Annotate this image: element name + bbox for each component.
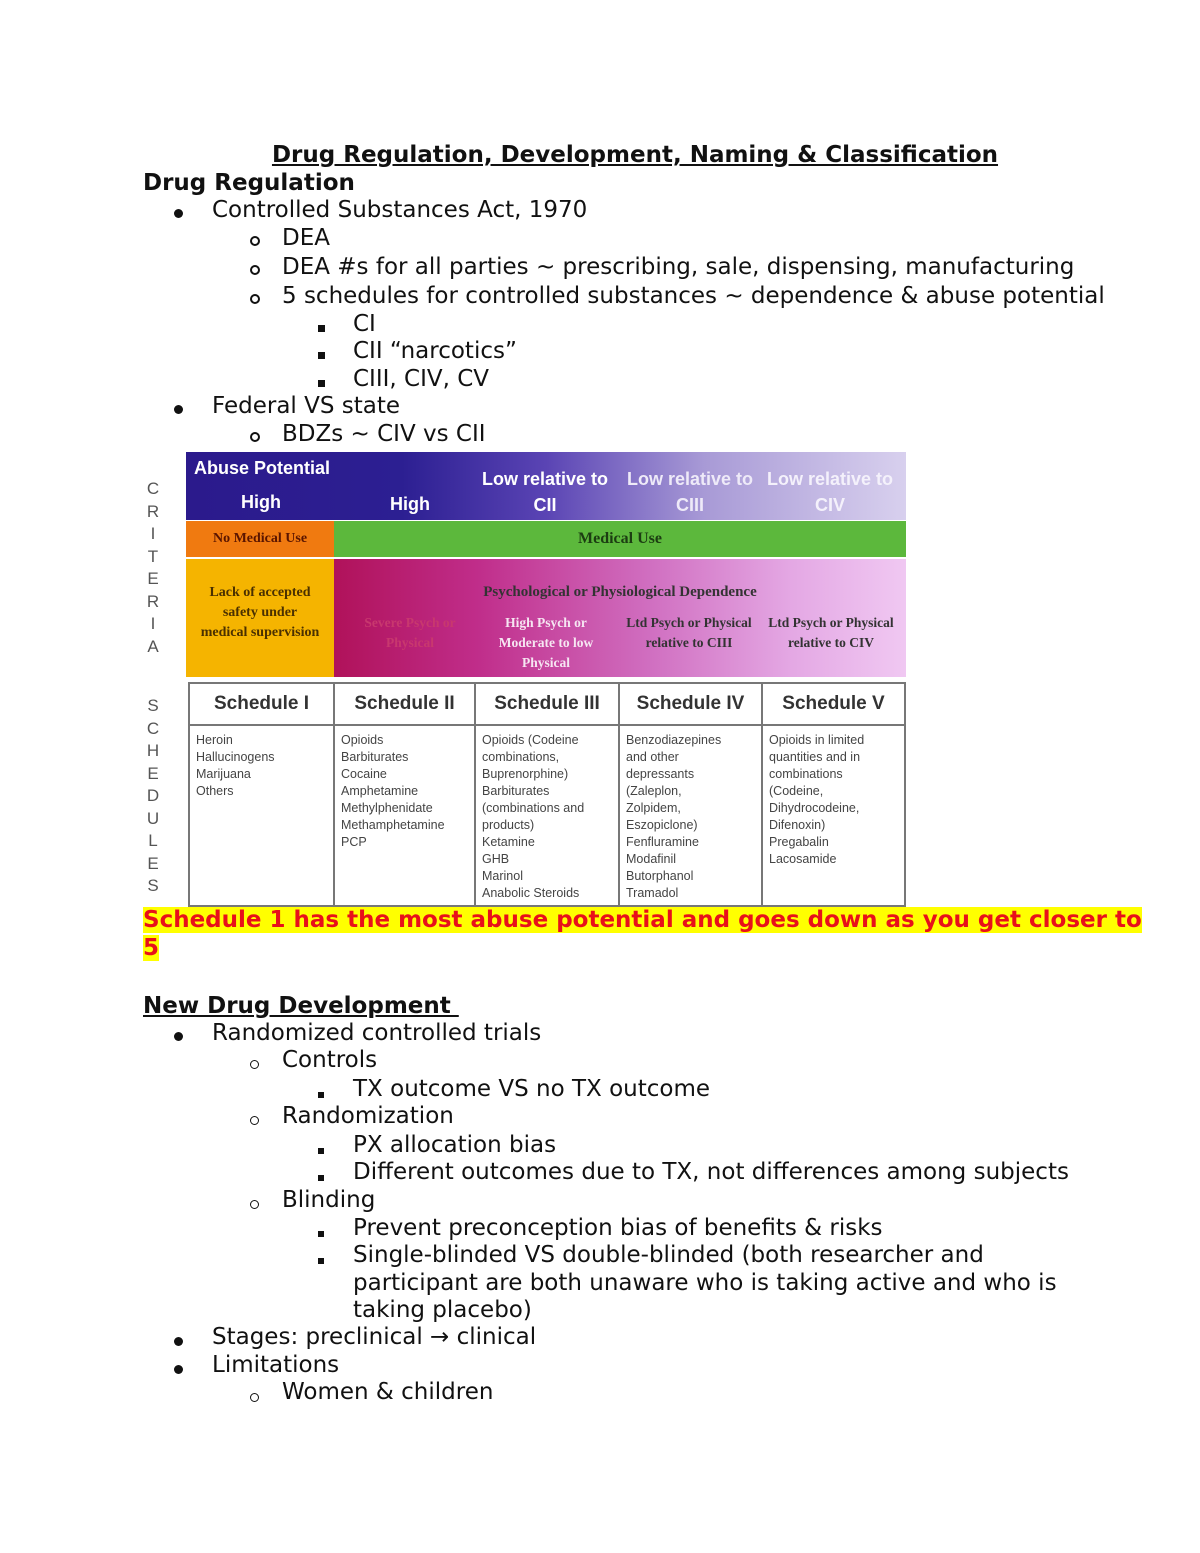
- abuse-level-4: Low relative to CIII: [626, 469, 754, 515]
- bullet-circle-icon: [250, 1116, 259, 1125]
- bullet-square-icon: [318, 352, 325, 359]
- bullet-randomization: Randomization: [282, 1103, 454, 1129]
- schedule-5-drugs: Opioids in limited quantities and in combinations (Codeine, Dihydrocodeine, Difenoxin) Pregabalin Lacosamide: [761, 726, 906, 907]
- highlighted-note: [143, 906, 1143, 962]
- schedule-2-header: Schedule II: [333, 682, 476, 726]
- bullet-dea-numbers: DEA #s for all parties ~ prescribing, sale, dispensing, manufacturing: [282, 254, 1075, 280]
- highlighted-note-text: Schedule 1 has the most abuse potential and goes down as you get closer to 5: [143, 907, 1142, 961]
- heading-drug-regulation: Drug Regulation: [143, 170, 355, 196]
- schedule-4-header: Schedule IV: [618, 682, 763, 726]
- bullet-tx-outcome: TX outcome VS no TX outcome: [353, 1076, 711, 1102]
- bullet-stages: Stages: preclinical → clinical: [212, 1324, 537, 1350]
- bullet-square-icon: [318, 380, 325, 387]
- schedule-3-drugs: Opioids (Codeine combinations, Buprenorphine) Barbiturates (combinations and products) Ketamine GHB Marinol Anabolic Steroids: [474, 726, 620, 907]
- abuse-potential-title: Abuse Potential: [194, 458, 331, 478]
- abuse-level-5: Low relative to CIV: [766, 469, 894, 515]
- bullet-single-double-line3: taking placebo): [353, 1297, 532, 1323]
- dependence-level-4: Ltd Psych or Physical relative to CIII: [626, 615, 752, 650]
- bullet-square-icon: [318, 325, 325, 332]
- schedule-1-drugs: Heroin Hallucinogens Marijuana Others: [188, 726, 335, 907]
- dependence-level-2: Severe Psych or Physical: [364, 615, 456, 650]
- bullet-circle-icon: [250, 1200, 259, 1209]
- dependence-level-5: Ltd Psych or Physical relative to CIV: [768, 615, 894, 650]
- bullet-single-double-line2: participant are both unaware who is taking active and who is: [353, 1270, 1057, 1296]
- schedules-vertical-label: S C H E D U L E S: [146, 696, 160, 895]
- bullet-bdzs: BDZs ~ CIV vs CII: [282, 421, 486, 447]
- bullet-ciii-cv: CIII, CIV, CV: [353, 366, 490, 392]
- bullet-different-outcomes: Different outcomes due to TX, not differences among subjects: [353, 1159, 1069, 1185]
- abuse-level-2: High: [390, 494, 430, 514]
- bullet-disc-icon: [174, 405, 183, 414]
- bullet-prevent-bias: Prevent preconception bias of benefits & risks: [353, 1215, 883, 1241]
- abuse-level-3: Low relative to CII: [481, 469, 609, 515]
- schedule-3-header: Schedule III: [474, 682, 620, 726]
- bullet-square-icon: [318, 1148, 324, 1154]
- bullet-disc-icon: [174, 1032, 183, 1041]
- bullet-circle-icon: [250, 265, 260, 275]
- bullet-square-icon: [318, 1175, 324, 1181]
- medical-use-cell: Medical Use: [334, 521, 906, 557]
- schedule-1-header: Schedule I: [188, 682, 335, 726]
- schedule-5-header: Schedule V: [761, 682, 906, 726]
- controlled-substance-schedule-chart: [140, 450, 910, 910]
- bullet-csa: Controlled Substances Act, 1970: [212, 197, 588, 223]
- bullet-square-icon: [318, 1092, 324, 1098]
- bullet-square-icon: [318, 1231, 324, 1237]
- bullet-px-bias: PX allocation bias: [353, 1132, 557, 1158]
- bullet-women-children: Women & children: [282, 1379, 494, 1405]
- bullet-circle-icon: [250, 432, 260, 442]
- bullet-circle-icon: [250, 1060, 259, 1069]
- bullet-controls: Controls: [282, 1047, 378, 1073]
- page-title: Drug Regulation, Development, Naming & Classification: [271, 142, 999, 168]
- heading-new-drug-development: New Drug Development: [143, 993, 459, 1019]
- dependence-title: Psychological or Physiological Dependence: [483, 584, 757, 600]
- abuse-level-1: High: [241, 492, 281, 512]
- bullet-disc-icon: [174, 209, 183, 218]
- bullet-disc-icon: [174, 1365, 183, 1374]
- schedule-4-drugs: Benzodiazepines and other depressants (Zaleplon, Zolpidem, Eszopiclone) Fenfluramine Modafinil Butorphanol Tramadol: [618, 726, 763, 907]
- criteria-vertical-label: C R I T E R I A: [146, 479, 160, 656]
- schedule-2-drugs: Opioids Barbiturates Cocaine Amphetamine Methylphenidate Methamphetamine PCP: [333, 726, 476, 907]
- bullet-federal: Federal VS state: [212, 393, 401, 419]
- dependence-level-3: High Psych or Moderate to low Physical: [498, 615, 594, 670]
- bullet-limitations: Limitations: [212, 1352, 340, 1378]
- bullet-schedules: 5 schedules for controlled substances ~ dependence & abuse potential: [282, 283, 1105, 309]
- no-medical-use-cell: No Medical Use: [186, 521, 334, 557]
- bullet-circle-icon: [250, 294, 260, 304]
- bullet-disc-icon: [174, 1337, 183, 1346]
- bullet-circle-icon: [250, 1393, 259, 1402]
- bullet-circle-icon: [250, 236, 260, 246]
- bullet-blinding: Blinding: [282, 1187, 376, 1213]
- lack-safety-cell: Lack of accepted safety under medical supervision: [186, 559, 334, 677]
- bullet-single-double-line1: Single-blinded VS double-blinded (both researcher and: [353, 1242, 984, 1268]
- bullet-square-icon: [318, 1258, 324, 1264]
- bullet-dea: DEA: [282, 225, 330, 251]
- bullet-ci: CI: [353, 311, 376, 337]
- bullet-rct: Randomized controlled trials: [212, 1020, 542, 1046]
- bullet-cii: CII “narcotics”: [353, 338, 517, 364]
